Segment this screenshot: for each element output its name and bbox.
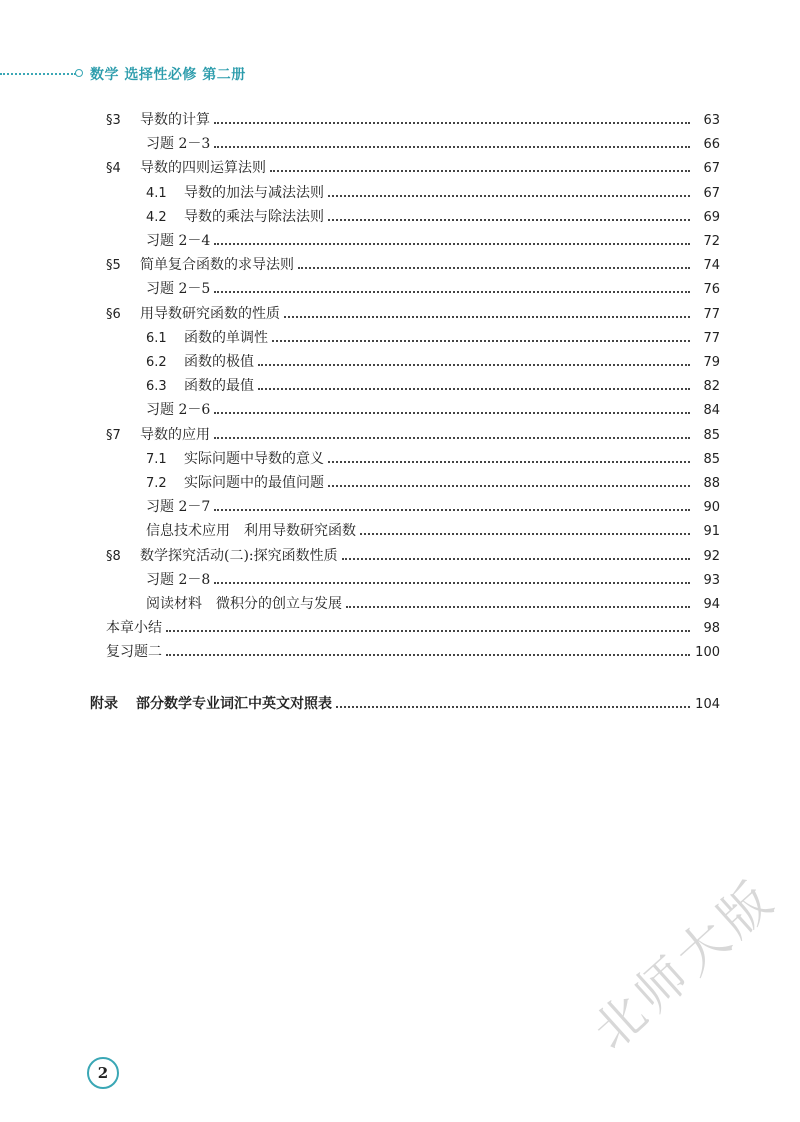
appendix-tag: 附录 [90,696,118,712]
toc-entry[interactable] [146,207,720,227]
dot-leader [336,706,690,708]
toc-entry-title: 复习题二 [106,644,162,661]
toc-entry[interactable] [106,425,720,445]
toc-entry[interactable] [146,376,720,396]
running-header-title: 数学 选择性必修 第二册 [90,67,246,83]
dot-leader [298,267,690,269]
toc-entry-page: 77 [703,330,720,346]
toc-entry-number: 6.2 [146,355,167,370]
toc-entry-page: 63 [703,113,720,128]
toc-entry-page: 90 [703,500,720,516]
toc-entry-title: 习题 2－8 [146,571,211,588]
toc-entry-number: 7.1 [146,451,167,467]
toc-entry[interactable] [146,400,720,420]
toc-entry-page: 93 [703,572,720,588]
toc-entry-page: 91 [703,524,720,540]
toc-entry[interactable] [146,328,720,348]
toc-entry-page: 85 [703,427,720,443]
toc-entry-number: §4 [106,161,121,177]
toc-entry-title: 习题 2－7 [146,499,211,516]
toc-entry[interactable] [106,304,720,324]
dot-leader [284,316,690,318]
toc-entry[interactable] [106,255,720,275]
toc-entry-page: 69 [703,209,720,225]
dot-leader [328,219,690,221]
dot-leader [214,243,690,245]
dot-leader [214,412,690,414]
dot-leader [166,654,690,656]
toc-entry-title: 习题 2－5 [146,281,211,298]
dot-leader [270,170,690,172]
toc-entry-title: 阅读材料 微积分的创立与发展 [146,596,342,612]
dot-leader [346,606,690,608]
toc-entry-title: 函数的单调性 [184,329,268,346]
toc-entry-number: §7 [106,427,121,443]
dot-leader [328,461,690,463]
page-number-badge: 2 [87,1057,119,1089]
toc-entry-page: 67 [703,161,720,177]
dot-leader [214,582,690,584]
dot-leader [258,388,690,390]
toc-entry-title: 实际问题中导数的意义 [184,450,324,467]
toc-entry-page: 79 [703,355,720,370]
toc-entry[interactable] [106,546,720,566]
toc-entry-title: 简单复合函数的求导法则 [140,257,294,274]
toc-entry-appendix[interactable] [90,694,720,714]
dot-leader [214,146,690,148]
toc-entry[interactable] [146,449,720,469]
toc-entry-number: §5 [106,258,121,274]
toc-entry-title: 习题 2－4 [146,233,211,249]
header-decor-dot [75,69,83,77]
dot-leader [328,485,690,487]
toc-entry-title: 导数的加法与减法法则 [184,184,324,201]
toc-entry-title: 导数的应用 [140,426,210,443]
toc-entry[interactable] [146,134,720,154]
dot-leader [214,122,690,124]
dot-leader [258,364,690,366]
toc-entry[interactable] [106,618,720,638]
toc-entry-page: 66 [703,137,720,153]
toc-entry-title: 导数的乘法与除法法则 [184,208,324,225]
toc-entry-number: 6.1 [146,330,167,346]
watermark-text: 北师大版 [582,867,788,1061]
toc-entry-title: 函数的极值 [184,354,254,370]
toc-entry[interactable] [146,473,720,493]
dot-leader [360,533,690,535]
toc-entry-page: 88 [703,476,720,491]
toc-entry[interactable] [146,570,720,590]
toc-entry-title: 函数的最值 [184,378,254,395]
dot-leader [328,195,690,197]
toc-entry-title: 数学探究活动(二):探究函数性质 [140,547,338,564]
toc-entry-title: 习题 2－6 [146,402,211,419]
toc-entry-page: 82 [703,379,720,395]
dot-leader [214,291,690,293]
toc-entry[interactable] [146,279,720,299]
toc-entry-page: 84 [703,403,720,419]
toc-entry-title: 实际问题中的最值问题 [184,475,324,491]
toc-entry-page: 74 [703,258,720,274]
appendix-label: 部分数学专业词汇中英文对照表 [136,696,332,712]
toc-entry-page: 67 [703,185,720,201]
toc-entry-page: 72 [703,234,720,249]
header-decor-line [0,73,76,75]
toc-entry-page: 77 [703,306,720,322]
toc-entry-number: §6 [106,306,121,322]
toc-entry-title: 导数的计算 [140,112,210,128]
toc-entry-page: 98 [703,621,720,637]
toc-entry[interactable] [146,497,720,517]
toc-entry-number: 4.2 [146,209,167,225]
toc-entry-page: 94 [703,597,720,612]
toc-entry[interactable] [106,110,720,130]
toc-entry-title: 本章小结 [106,620,162,637]
toc-entry-number: 4.1 [146,185,167,201]
dot-leader [214,509,690,511]
toc-entry[interactable] [106,158,720,178]
toc-entry-page: 100 [695,645,720,661]
dot-leader [342,558,690,560]
toc-entry-number: 6.3 [146,379,167,395]
toc-entry[interactable] [146,231,720,251]
dot-leader [214,437,690,439]
toc-entry-page: 85 [703,451,720,467]
toc-entry-number: §8 [106,548,121,564]
toc-entry-number: §3 [106,113,121,128]
dot-leader [166,630,690,632]
toc-entry-title: 用导数研究函数的性质 [140,305,280,322]
dot-leader [272,340,690,342]
toc-entry-title: 信息技术应用 利用导数研究函数 [146,523,356,540]
toc-entry[interactable] [146,521,720,541]
toc-entry[interactable] [106,642,720,662]
toc-entry[interactable] [146,352,720,372]
toc-entry-number: 7.2 [146,476,167,491]
toc-entry-page: 76 [703,282,720,298]
toc-entry-title: 习题 2－3 [146,136,211,153]
toc-entry[interactable] [146,594,720,614]
appendix-page: 104 [695,697,720,712]
toc-entry[interactable] [146,183,720,203]
toc-entry-title: 导数的四则运算法则 [140,160,266,177]
toc-entry-page: 92 [703,548,720,564]
